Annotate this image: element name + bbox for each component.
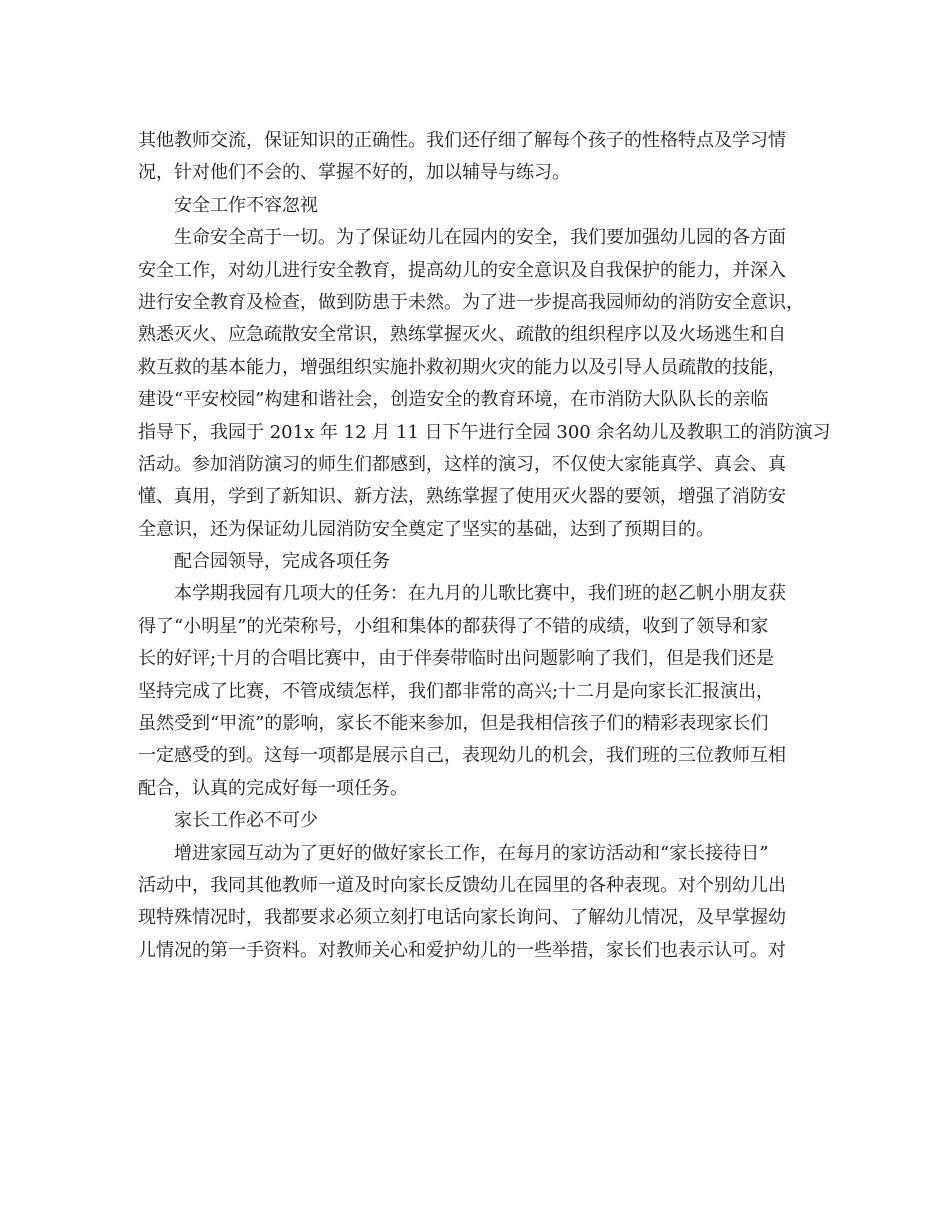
- paragraph-line: 得了“小明星”的光荣称号，小组和集体的都获得了不错的成绩，收到了领导和家: [138, 615, 769, 637]
- paragraph-line: 熟悉灭火、应急疏散安全常识，熟练掌握灭火、疏散的组织程序以及火场逃生和自: [138, 324, 786, 346]
- paragraph-line: 虽然受到“甲流”的影响，家长不能来参加，但是我相信孩子们的精彩表现家长们: [138, 713, 769, 735]
- paragraph-line: 活动中，我同其他教师一道及时向家长反馈幼儿在园里的各种表现。对个别幼儿出: [138, 874, 786, 896]
- paragraph-line: 安全工作，对幼儿进行安全教育，提高幼儿的安全意识及自我保护的能力，并深入: [138, 259, 786, 281]
- section-heading-leadership: 配合园领导，完成各项任务: [174, 551, 390, 573]
- paragraph-line: 本学期我园有几项大的任务：在九月的儿歌比赛中，我们班的赵乙帆小朋友获: [174, 583, 786, 605]
- paragraph-line: 指导下，我园于 201x 年 12 月 11 日下午进行全园 300 余名幼儿及教职工的消防演习: [138, 421, 831, 443]
- paragraph-line: 坚持完成了比赛，不管成绩怎样，我们都非常的高兴;十二月是向家长汇报演出，: [138, 680, 775, 702]
- paragraph-line: 进行安全教育及检查，做到防患于未然。为了进一步提高我园师幼的消防安全意识，: [138, 291, 804, 313]
- paragraph-line: 其他教师交流，保证知识的正确性。我们还仔细了解每个孩子的性格特点及学习情: [138, 130, 786, 151]
- section-heading-parents: 家长工作必不可少: [174, 810, 318, 832]
- paragraph-line: 长的好评;十月的合唱比赛中，由于伴奏带临时出问题影响了我们，但是我们还是: [138, 648, 775, 670]
- paragraph-line: 生命安全高于一切。为了保证幼儿在园内的安全，我们要加强幼儿园的各方面: [174, 227, 786, 249]
- paragraph-line: 活动。参加消防演习的师生们都感到，这样的演习，不仅使大家能真学、真会、真: [138, 453, 786, 475]
- paragraph-line: 一定感受的到。这每一项都是展示自己，表现幼儿的机会，我们班的三位教师互相: [138, 745, 786, 767]
- document-body: [138, 125, 831, 967]
- paragraph-line: 懂、真用，学到了新知识、新方法，熟练掌握了使用灭火器的要领，增强了消防安: [138, 486, 786, 508]
- paragraph-line: 增进家园互动为了更好的做好家长工作，在每月的家访活动和“家长接待日”: [174, 842, 769, 864]
- paragraph-line: 救互救的基本能力，增强组织实施扑救初期火灾的能力以及引导人员疏散的技能，: [138, 356, 786, 378]
- paragraph-line: 儿情况的第一手资料。对教师关心和爱护幼儿的一些举措，家长们也表示认可。对: [138, 939, 786, 961]
- paragraph-line: 现特殊情况时，我都要求必须立刻打电话向家长询问、了解幼儿情况，及早掌握幼: [138, 907, 786, 929]
- paragraph-line: 配合，认真的完成好每一项任务。: [138, 777, 408, 799]
- paragraph-line: 况，针对他们不会的、掌握不好的，加以辅导与练习。: [138, 162, 570, 184]
- paragraph-line: 全意识，还为保证幼儿园消防安全奠定了坚实的基础，达到了预期目的。: [138, 518, 714, 540]
- paragraph-line: 建设“平安校园”构建和谐社会，创造安全的教育环境，在市消防大队队长的亲临: [138, 389, 769, 411]
- section-heading-safety: 安全工作不容忽视: [174, 194, 318, 216]
